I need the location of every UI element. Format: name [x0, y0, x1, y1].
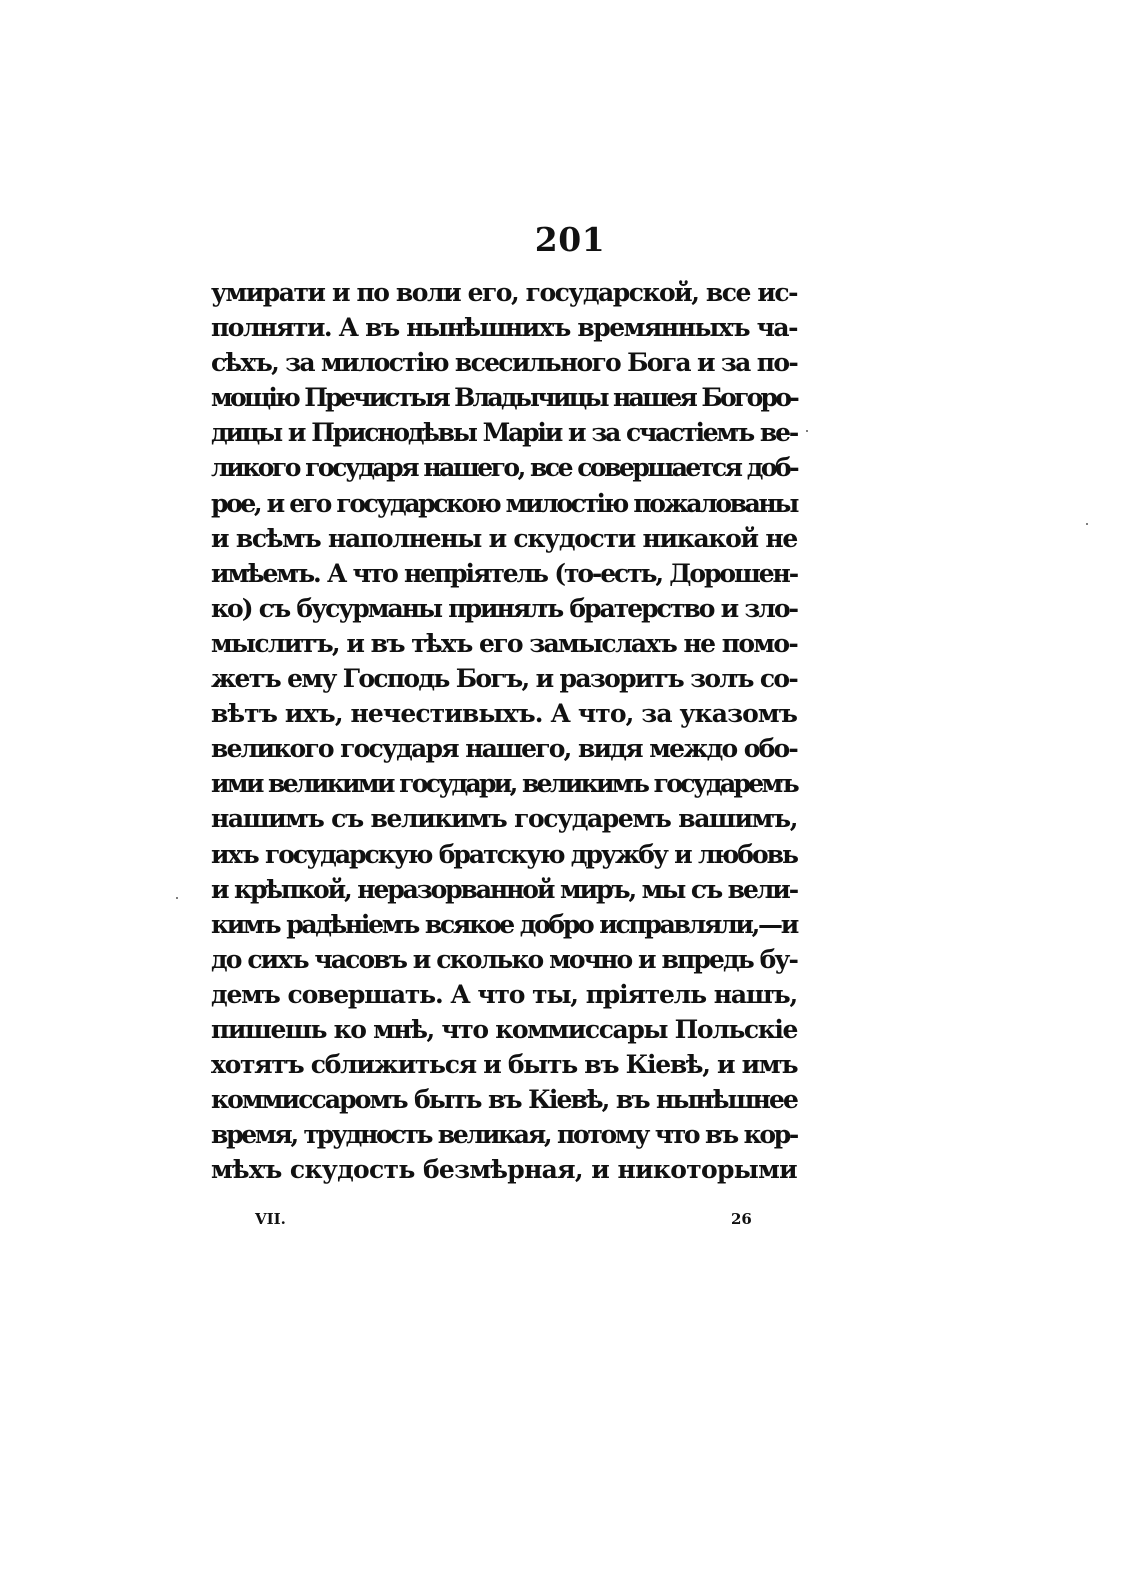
- sheet-signature: 26: [731, 1210, 752, 1228]
- text-line: коммиссаромъ быть въ Кіевѣ, въ нынѣшнее: [211, 1085, 797, 1115]
- text-line: ихъ государскую братскую дружбу и любовь: [211, 839, 797, 869]
- text-line: умирати и по воли его, государской, все ис-: [211, 278, 797, 307]
- text-line: нашимъ съ великимъ государемъ вашимъ,: [211, 804, 797, 834]
- printer-signature: [211, 1210, 797, 1232]
- text-line: жетъ ему Господь Богъ, и разоритъ золъ со-: [211, 664, 797, 694]
- scan-speck: [176, 897, 178, 899]
- text-line: кимъ радѣніемъ всякое добро исправляли,—и: [211, 909, 797, 939]
- text-line: великого государя нашего, видя междо обо-: [211, 734, 797, 764]
- text-line: мѣхъ скудость безмѣрная, и никоторыми: [211, 1155, 797, 1185]
- scan-speck: [806, 430, 808, 432]
- volume-signature: VII.: [255, 1210, 286, 1228]
- text-line: ими великими государи, великимъ государемъ: [211, 769, 797, 799]
- page-number: 201: [534, 220, 606, 259]
- text-line: демъ совершать. А что ты, пріятель нашъ,: [211, 979, 797, 1009]
- text-line: до сихъ часовъ и сколько мочно и впредь бу-: [211, 944, 797, 974]
- text-line: сѣхъ, за милостію всесильного Бога и за по-: [211, 348, 797, 378]
- scan-speck: [1086, 523, 1088, 525]
- text-line: хотятъ сближиться и быть въ Кіевѣ, и имъ: [211, 1050, 798, 1080]
- text-line: вѣтъ ихъ, нечестивыхъ. А что, за указомъ: [211, 699, 797, 729]
- text-line: пишешь ко мнѣ, что коммиссары Польскіе: [211, 1014, 797, 1044]
- text-line: ко) съ бусурманы принялъ братерство и зло-: [211, 593, 797, 623]
- text-line: и всѣмъ наполнены и скудости никакой не: [211, 523, 797, 553]
- text-line: время, трудность великая, потому что въ кор-: [211, 1120, 797, 1150]
- text-line: ликого государя нашего, все совершается доб-: [211, 453, 798, 483]
- text-line: полняти. А въ нынѣшнихъ времянныхъ ча-: [211, 313, 797, 343]
- text-line: мощію Пречистыя Владычицы нашея Богоро-: [211, 383, 797, 413]
- text-line: и крѣпкой, неразорванной миръ, мы съ вели-: [211, 874, 797, 904]
- text-line: мыслитъ, и въ тѣхъ его замыслахъ не помо-: [211, 628, 797, 658]
- text-line: имѣемъ. А что непріятель (то-есть, Дорошен-: [211, 558, 797, 588]
- body-text: [211, 275, 797, 1187]
- text-line: рое, и его государскою милостію пожалованы: [211, 488, 797, 518]
- text-line: дицы и Приснодѣвы Маріи и за счастіемъ ве-: [211, 418, 797, 448]
